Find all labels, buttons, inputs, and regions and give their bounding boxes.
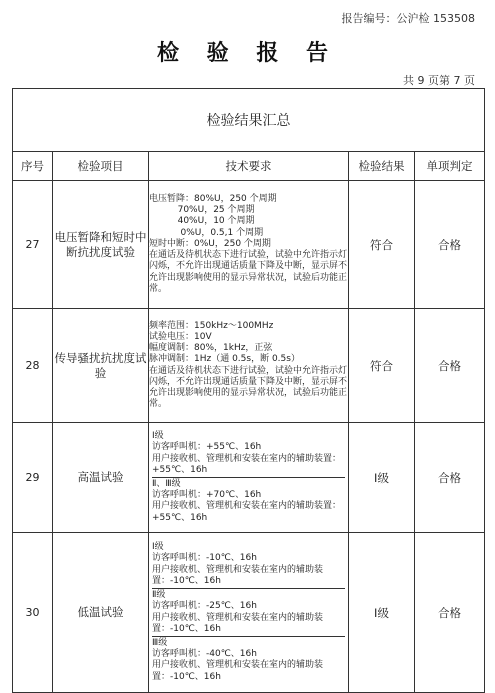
column-header-requirement: 技术要求 — [149, 152, 349, 181]
column-header-item: 检验项目 — [53, 152, 149, 181]
column-header-verdict: 单项判定 — [415, 152, 485, 181]
item-verdict: 合格 — [415, 309, 485, 423]
column-header-no: 序号 — [13, 152, 53, 181]
requirement-text: 在通话及待机状态下进行试验，试验中允许指示灯闪烁，不允许出现通话质量下降及中断，显示屏不允许出现影响使用的显示异常状况，试验后功能正常。 — [149, 250, 348, 294]
level-label: Ⅱ级 — [152, 590, 166, 601]
table-row — [13, 309, 485, 423]
requirement-line: 用户接收机、管理机和安装在室内的辅助装置：-10℃、16h — [152, 612, 324, 634]
test-result: 符合 — [349, 309, 415, 423]
test-item: 传导骚扰抗扰度试验 — [53, 309, 149, 423]
test-result: Ⅰ级 — [349, 533, 415, 693]
requirement-line: 用户接收机、管理机和安装在室内的辅助装置：+55℃、16h — [152, 501, 342, 523]
item-verdict: 合格 — [415, 423, 485, 533]
page-info: 共 9 页第 7 页 — [403, 74, 475, 87]
requirement-line: 幅度调制：80%，1kHz，正弦 — [149, 343, 273, 354]
requirement-level-block — [152, 477, 345, 525]
requirement-line: 用户接收机、管理机和安装在室内的辅助装置：+55℃、16h — [152, 453, 342, 475]
test-item: 电压暂降和短时中断抗扰度试验 — [53, 181, 149, 309]
requirement-level-block — [152, 541, 345, 588]
item-verdict: 合格 — [415, 181, 485, 309]
requirement-line: 访客呼叫机：+55℃、16h — [152, 442, 262, 453]
requirement-line: 用户接收机、管理机和安装在室内的辅助装置：-10℃、16h — [152, 660, 324, 682]
column-header-result: 检验结果 — [349, 152, 415, 181]
technical-requirement — [149, 533, 349, 693]
test-result: 符合 — [349, 181, 415, 309]
technical-requirement — [149, 423, 349, 533]
results-summary-table — [12, 88, 485, 693]
row-number: 28 — [13, 309, 53, 423]
level-label: Ⅰ级 — [152, 431, 164, 442]
requirement-line: 访客呼叫机：+70℃、16h — [152, 490, 262, 501]
row-number: 30 — [13, 533, 53, 693]
requirement-line: 40%U，10 个周期 — [149, 216, 255, 227]
document-title: 检 验 报 告 — [157, 41, 338, 66]
requirement-level-block — [152, 430, 345, 477]
row-number: 27 — [13, 181, 53, 309]
technical-requirement — [149, 309, 349, 423]
requirement-level-block — [152, 588, 345, 636]
requirement-level-block — [152, 636, 345, 684]
requirement-text: 在通话及待机状态下进行试验，试验中允许指示灯闪烁，不允许出现通话质量下降及中断，显示屏不允许出现影响使用的显示异常状况，试验后功能正常。 — [149, 365, 348, 410]
requirement-line: 脉冲调制：1Hz（通 0.5s，断 0.5s） — [149, 354, 300, 365]
item-verdict: 合格 — [415, 533, 485, 693]
level-label: Ⅲ级 — [152, 637, 168, 648]
summary-title: 检验结果汇总 — [13, 89, 485, 152]
test-item: 低温试验 — [53, 533, 149, 693]
requirement-line: 用户接收机、管理机和安装在室内的辅助装置：-10℃、16h — [152, 564, 324, 586]
table-row — [13, 533, 485, 693]
requirement-line: 0%U，0.5,1 个周期 — [149, 227, 264, 238]
requirement-line: 70%U，25 个周期 — [149, 205, 255, 216]
requirement-line: 电压暂降：80%U，250 个周期 — [149, 194, 277, 205]
test-item: 高温试验 — [53, 423, 149, 533]
table-row — [13, 423, 485, 533]
requirement-line: 访客呼叫机：-40℃、16h — [152, 649, 257, 660]
table-header-row — [13, 152, 485, 181]
requirement-line: 试验电压：10V — [149, 331, 212, 342]
level-label: Ⅱ、Ⅲ级 — [152, 479, 181, 489]
requirement-line: 短时中断：0%U，250 个周期 — [149, 238, 271, 249]
level-label: Ⅰ级 — [152, 542, 164, 553]
report-number: 报告编号：公沪检 153508 — [341, 12, 475, 25]
requirement-line: 访客呼叫机：-25℃、16h — [152, 601, 257, 612]
requirement-line: 频率范围：150kHz～100MHz — [149, 320, 274, 331]
requirement-line: 访客呼叫机：-10℃、16h — [152, 553, 257, 564]
test-result: Ⅰ级 — [349, 423, 415, 533]
technical-requirement — [149, 181, 349, 309]
table-row — [13, 181, 485, 309]
row-number: 29 — [13, 423, 53, 533]
